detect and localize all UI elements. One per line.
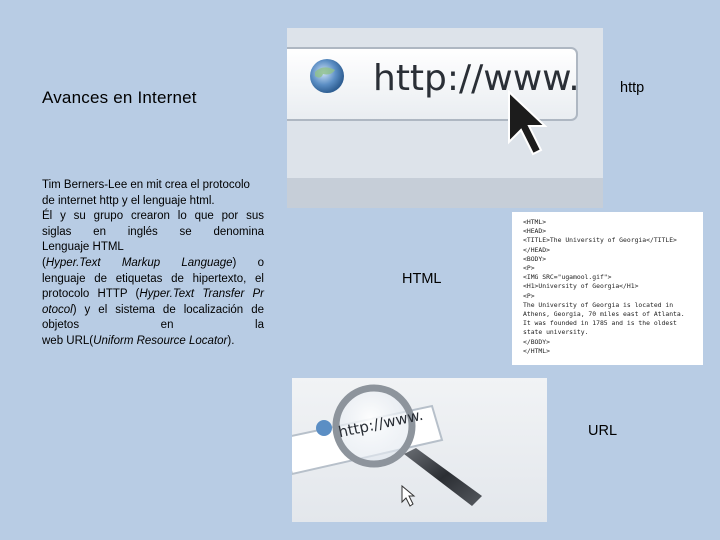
code-line: </HEAD> <box>523 245 550 254</box>
label-html: HTML <box>402 271 442 287</box>
code-line: <HEAD> <box>523 227 547 236</box>
code-line: <IMG SRC="ugamool.gif"> <box>523 273 612 282</box>
code-line: <HTML> <box>523 218 547 226</box>
paragraph-2-line-1: Él y su grupo crearon lo que por sus <box>42 210 264 223</box>
paragraph-2-line-3: Lenguaje HTML <box>42 241 124 254</box>
label-http: http <box>620 80 645 96</box>
globe-icon <box>316 420 332 436</box>
code-line: <P> <box>523 264 535 273</box>
paragraph-2-line-4: (Hyper.Text Markup Language) o <box>42 256 264 269</box>
code-line: </BODY> <box>523 337 550 346</box>
label-url: URL <box>588 423 618 439</box>
address-bar-image <box>287 28 603 208</box>
paragraph-2-line-8: objetos en la <box>42 319 264 332</box>
magnifier-handle <box>404 448 482 506</box>
svg-text:http://www.: http://www. <box>373 58 580 99</box>
code-line: It was founded in 1785 and is the oldest <box>523 319 677 328</box>
code-line: Athens, Georgia, 70 miles east of Atlanta. <box>523 310 685 319</box>
code-line: <H1>University of Georgia</H1> <box>523 282 639 291</box>
magnifier-illustration <box>292 378 547 522</box>
slide-title: Avances en Internet <box>42 88 197 107</box>
svg-text:http://www.: http://www. <box>336 405 425 442</box>
magnifier-image <box>292 378 547 522</box>
paragraph-2-line-6: protocolo HTTP (Hyper.Text Transfer Pr <box>42 288 264 301</box>
cursor-arrow-icon <box>402 486 414 506</box>
html-code-image <box>512 212 703 365</box>
code-line: state university. <box>523 328 589 337</box>
body-text <box>42 178 264 350</box>
code-line: </HTML> <box>523 346 550 355</box>
paragraph-1: Tim Berners-Lee en mit crea el protocolo de internet http y el lenguaje html. <box>42 179 250 207</box>
code-line: <BODY> <box>523 254 547 263</box>
code-line: The University of Georgia is located in <box>523 300 674 309</box>
code-line: <P> <box>523 291 535 300</box>
paragraph-2-line-7: otocol) y el sistema de localización de <box>42 303 264 316</box>
address-bar-illustration <box>287 28 603 208</box>
paragraph-2-line-2: siglas en inglés se denomina <box>42 225 264 238</box>
code-line: <TITLE>The University of Georgia</TITLE> <box>523 236 677 245</box>
paragraph-2-line-9: web URL(Uniform Resource Locator). <box>42 334 235 347</box>
paragraph-2-line-5: lenguaje de etiquetas de hipertexto, el <box>42 272 264 285</box>
